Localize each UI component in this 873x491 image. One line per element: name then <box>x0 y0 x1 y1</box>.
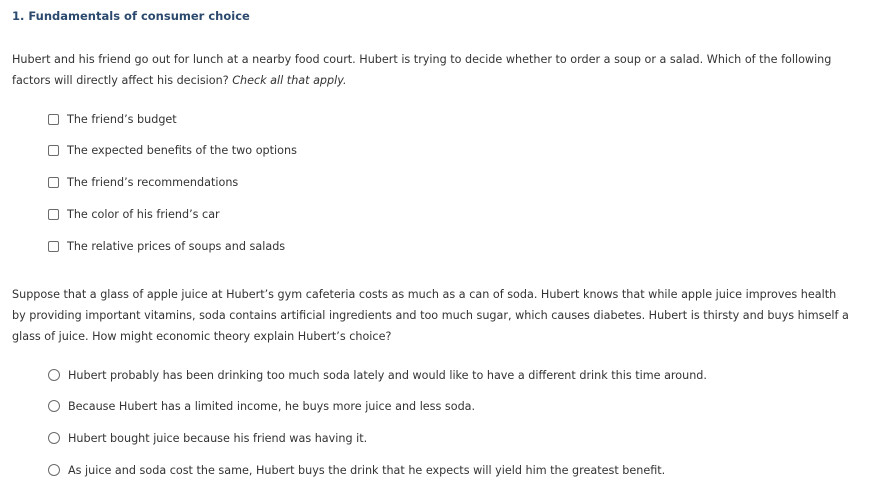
checkbox-icon[interactable] <box>48 177 59 188</box>
question-prompt-1 <box>12 49 852 91</box>
radio-icon[interactable] <box>48 464 60 476</box>
question-title: 1. Fundamentals of consumer choice <box>12 9 250 23</box>
radio-icon[interactable] <box>48 369 60 381</box>
checkbox-icon[interactable] <box>48 145 59 156</box>
checkbox-option-friends-recommendations[interactable] <box>48 174 238 190</box>
checkbox-option-relative-prices[interactable] <box>48 238 285 254</box>
checkbox-icon[interactable] <box>48 241 59 252</box>
option-label: The expected benefits of the two options <box>67 143 297 157</box>
checkbox-option-expected-benefits[interactable] <box>48 142 297 158</box>
option-label: The friend’s recommendations <box>67 175 239 189</box>
option-label: Hubert probably has been drinking too much soda lately and would like to have a different drink this time around. <box>68 368 707 382</box>
option-label: Because Hubert has a limited income, he buys more juice and less soda. <box>68 399 476 413</box>
radio-option-greatest-benefit[interactable] <box>48 462 665 478</box>
prompt-text-1: Hubert and his friend go out for lunch at a nearby food court. Hubert is trying to decide whether to order a soup or a salad. Which of the following factors will directly affect his decision? <box>12 53 832 87</box>
question-prompt-2: Suppose that a glass of apple juice at Hubert’s gym cafeteria costs as much as a can of soda. Hubert knows that while apple juice improves health by providing important vitamins, soda contains artificial ingredients and too much sugar, which causes diabetes. Hubert is thirsty and buys himself a glass of juice. How might economic theory explain Hubert’s choice? <box>12 288 849 343</box>
checkbox-option-friends-budget[interactable] <box>48 111 177 127</box>
checkbox-icon[interactable] <box>48 209 59 220</box>
option-label: The relative prices of soups and salads <box>67 239 286 253</box>
radio-option-limited-income[interactable] <box>48 398 475 414</box>
option-label: The color of his friend’s car <box>67 207 220 221</box>
option-label: The friend’s budget <box>67 112 177 126</box>
option-label: Hubert bought juice because his friend was having it. <box>68 431 368 445</box>
radio-icon[interactable] <box>48 432 60 444</box>
option-label: As juice and soda cost the same, Hubert buys the drink that he expects will yield him the greatest benefit. <box>68 463 666 477</box>
radio-option-friend-having-it[interactable] <box>48 430 367 446</box>
checkbox-option-car-color[interactable] <box>48 206 220 222</box>
radio-option-too-much-soda[interactable] <box>48 367 707 383</box>
radio-icon[interactable] <box>48 400 60 412</box>
check-all-instruction: Check all that apply. <box>232 74 347 87</box>
checkbox-icon[interactable] <box>48 114 59 125</box>
